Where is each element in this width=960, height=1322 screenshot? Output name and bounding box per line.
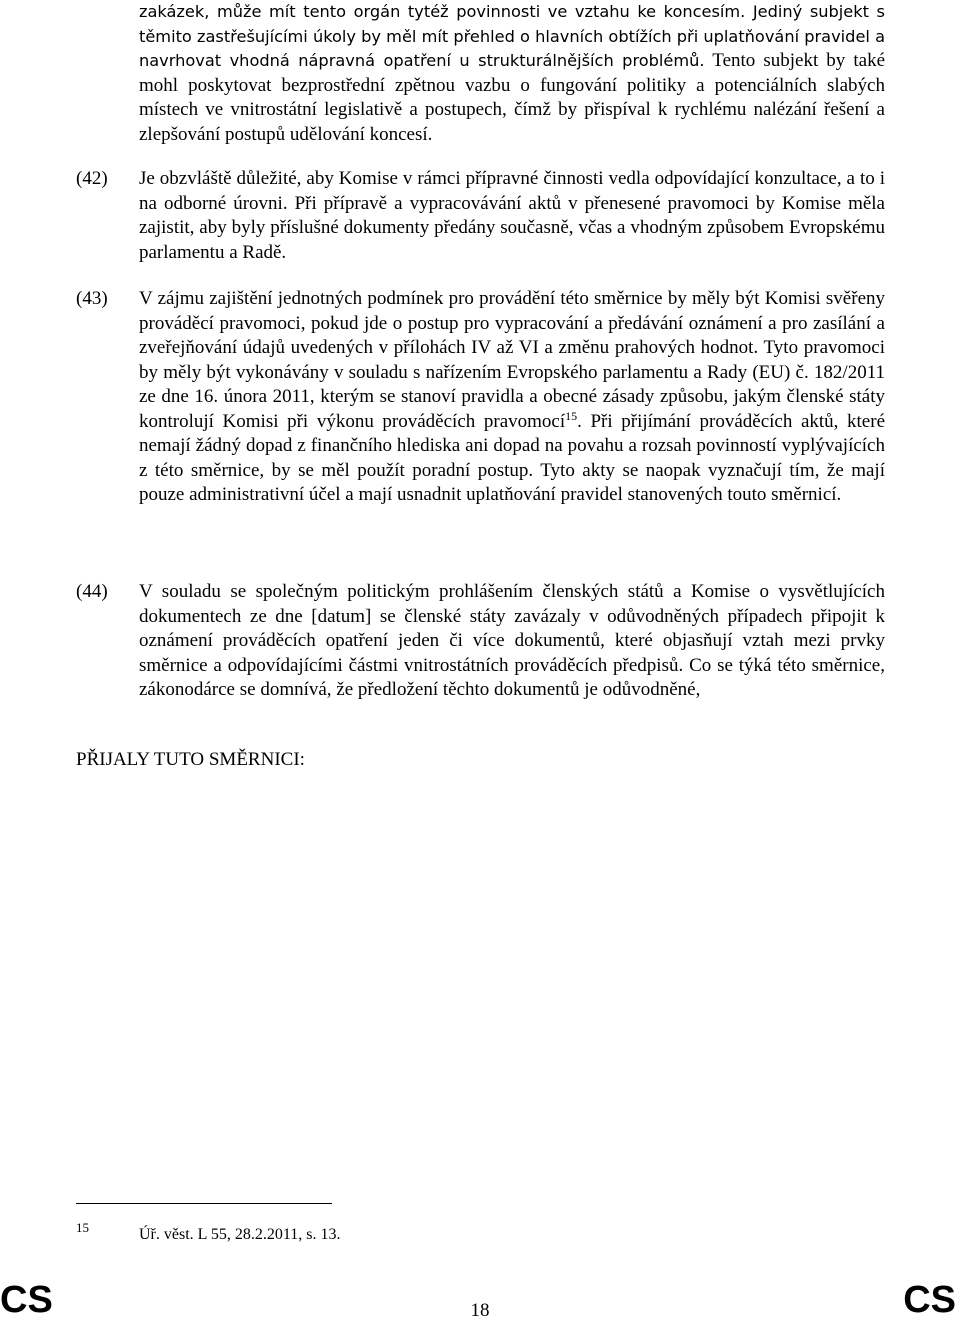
footnote-text: Úř. věst. L 55, 28.2.2011, s. 13. [139,1226,341,1243]
paragraph-44 [76,580,885,703]
paragraph-42 [76,167,885,265]
paragraph-text-part-2: . Při přijímání prováděcích aktů, které nemají žádný dopad z finančního hlediska ani dopad na povahu a rozsah povinností vyplývajících z této směrnice, by se měl použít poradní postup. Tyto akty se naopak vyznačují tím, že mají pouze administrativní účel a mají usnadnit uplatňování pravidel stanovených touto směrnicí. [139,410,885,505]
continuation-paragraph [139,0,885,147]
footnote-number: 15 [76,1220,89,1235]
paragraph-number: (44) [76,581,108,602]
paragraph-number: (42) [76,168,108,189]
paragraph-43 [76,287,885,508]
paragraph-text-part-1: V zájmu zajištění jednotných podmínek pro provádění této směrnice by měly být Komisi svěřeny prováděcí pravomoci, pokud jde o postup pro vypracování a předávání oznámení a pro zasílání a zveřejňování údajů uvedených v přílohách IV až VI a změnu prahových hodnot. Tyto pravomoci by měly být vykonávány v souladu s nařízením Evropského parlamentu a Rady (EU) č. 182/2011 ze dne 16. února 2011, kterým se stanoví pravidla a obecné zásady způsobu, jakým členské státy kontrolují Komisi při výkonu prováděcích pravomocí [139,288,885,432]
continuation-sans-text: zakázek, může mít tento orgán tytéž povinnosti ve vztahu ke koncesím. Jediný subjekt s těmito zastřešujícími úkoly by měl mít přehled o hlavních obtížích při uplatňování pravidel a navrhovat vhodná nápravná opatření u strukturálnějších problémů. [139,2,885,70]
language-code-right: CS [903,1279,956,1321]
footnote-separator [76,1203,332,1204]
paragraph-text: Je obzvláště důležité, aby Komise v rámci přípravné činnosti vedla odpovídající konzultace, a to i na odborné úrovni. Při přípravě a vypracovávání aktů v přenesené pravomoci by Komise měla zajistit, aby byly příslušné dokumenty předány současně, včas a vhodným způsobem Evropskému parlamentu a Radě. [139,168,885,263]
footnote-reference[interactable]: 15 [565,408,578,423]
closing-formula: PŘIJALY TUTO SMĚRNICI: [76,749,305,770]
paragraph-number: (43) [76,288,108,309]
page-number: 18 [470,1300,490,1321]
language-code-left: CS [0,1279,53,1321]
continuation-serif-text: Tento subjekt by také mohl poskytovat bezprostřední zpětnou vazbu o fungování politiky a potenciálních slabých místech ve vnitrostátní legislativě a postupech, čímž by přispíval k rychlému nalézání řešení a zlepšování postupů udělování koncesí. [139,50,886,145]
paragraph-text: V souladu se společným politickým prohlášením členských států a Komise o vysvětlujících dokumentech ze dne [datum] se členské státy zavázaly v odůvodněných případech připojit k oznámení prováděcích opatření jeden či více dokumentů, které objasňují vztah mezi prvky směrnice a odpovídajícími částmi vnitrostátních prováděcích předpisů. Co se týká této směrnice, zákonodárce se domnívá, že předložení těchto dokumentů je odůvodněné, [139,581,885,700]
paragraph-text [139,287,885,508]
